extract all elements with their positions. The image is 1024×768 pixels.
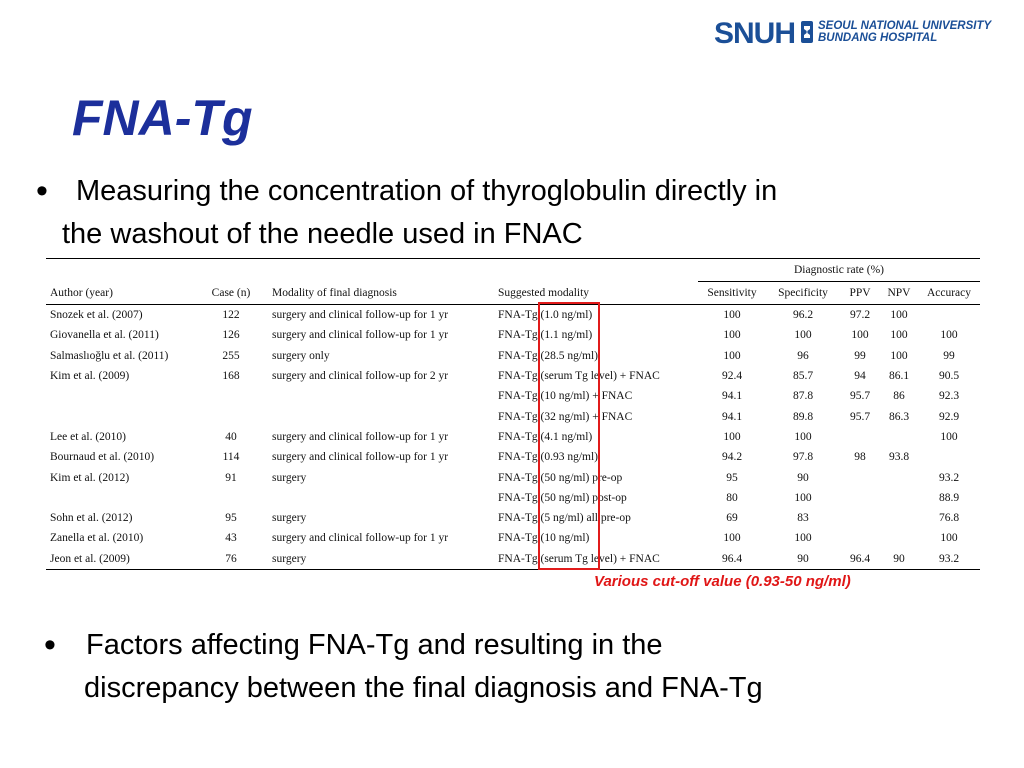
- table-cell-accuracy: 93.2: [918, 549, 980, 570]
- logo-line-2: BUNDANG HOSPITAL: [818, 32, 938, 44]
- header-col-suggested: Suggested modality: [494, 282, 698, 305]
- table-cell-case: 122: [222, 309, 240, 322]
- table-cell-modality-final: surgery: [272, 512, 307, 525]
- table-cell-ppv: [840, 467, 880, 487]
- table-cell-ppv: [840, 427, 880, 447]
- table-cell-ppv: 99: [854, 349, 866, 362]
- table-cell-sensitivity: 94.2: [721, 451, 743, 464]
- table-cell-ppv: 95.7: [849, 410, 871, 423]
- table-cell-author: Sohn et al. (2012): [50, 512, 133, 525]
- bullet-dot-icon: •: [44, 626, 56, 664]
- table-row: [46, 366, 980, 386]
- hospital-logo: [714, 16, 1014, 52]
- table-cell-accuracy: 100: [940, 329, 958, 342]
- table-cell-npv: [880, 488, 918, 508]
- table-cell-author: Jeon et al. (2009): [46, 549, 194, 570]
- table-cell-sensitivity: 100: [723, 329, 741, 342]
- table-cell-author: [46, 386, 194, 406]
- diagnostic-table: [46, 258, 980, 570]
- table-cell-specificity: 90: [766, 549, 840, 570]
- table-row: [46, 406, 980, 426]
- header-col-case: Case (n): [194, 282, 268, 305]
- table-cell-suggested: FNA-Tg (50 ng/ml) pre-op: [498, 471, 623, 484]
- header-col-specificity: Specificity: [766, 282, 840, 305]
- table-cell-ppv: 97.2: [849, 309, 871, 322]
- table-cell-sensitivity: 95: [726, 471, 738, 484]
- table-cell-specificity: 96.2: [792, 309, 814, 322]
- table-row: [46, 549, 980, 570]
- logo-line-1: SEOUL NATIONAL UNIVERSITY: [818, 20, 992, 32]
- table-cell-specificity: 100: [794, 491, 812, 504]
- table-cell-specificity: 89.8: [792, 410, 814, 423]
- table-cell-suggested: FNA-Tg (serum Tg level) + FNAC: [494, 549, 698, 570]
- table-cell-modality-final: [268, 386, 494, 406]
- table-cell-modality-final: surgery and clinical follow-up for 2 yr: [272, 370, 449, 383]
- table-cell-author: Kim et al. (2009): [50, 370, 130, 383]
- table-cell-ppv: [840, 528, 880, 548]
- table-cell-sensitivity: 94.1: [721, 390, 743, 403]
- table-cell-suggested: FNA-Tg (serum Tg level) + FNAC: [498, 370, 660, 383]
- table-cell-sensitivity: 100: [723, 309, 741, 322]
- table-cell-suggested: FNA-Tg (1.0 ng/ml): [498, 309, 593, 322]
- table-cell-accuracy: [918, 305, 980, 326]
- table-cell-specificity: 90: [797, 471, 809, 484]
- table-cell-modality-final: surgery: [268, 549, 494, 570]
- table-row: [46, 447, 980, 467]
- table-cell-author: Salmaslıoğlu et al. (2011): [50, 349, 169, 362]
- table-cell-author: Zanella et al. (2010): [50, 532, 144, 545]
- table-cell-specificity: 83: [797, 512, 809, 525]
- table-cell-specificity: 87.8: [792, 390, 814, 403]
- table-cell-modality-final: surgery and clinical follow-up for 1 yr: [272, 451, 449, 464]
- header-col-modality-final: Modality of final diagnosis: [268, 282, 494, 305]
- table-row: [46, 467, 980, 487]
- bullet-2-line-1: Factors affecting FNA-Tg and resulting in the: [86, 629, 663, 661]
- fna-tg-studies-table: [46, 258, 980, 570]
- table-cell-npv: [880, 467, 918, 487]
- header-col-ppv: PPV: [840, 282, 880, 305]
- table-cell-author: Kim et al. (2012): [50, 471, 130, 484]
- table-cell-suggested: FNA-Tg (0.93 ng/ml): [498, 451, 598, 464]
- table-cell-specificity: 100: [794, 430, 812, 443]
- table-cell-npv: 86.3: [888, 410, 910, 423]
- header-col-npv: NPV: [880, 282, 918, 305]
- table-cell-npv: 93.8: [888, 451, 910, 464]
- table-cell-suggested: FNA-Tg (1.1 ng/ml): [498, 329, 593, 342]
- header-col-accuracy: Accuracy: [918, 282, 980, 305]
- table-cell-suggested: FNA-Tg (28.5 ng/ml): [498, 349, 598, 362]
- table-cell-sensitivity: 94.1: [721, 410, 743, 423]
- table-cell-npv: 100: [890, 329, 908, 342]
- table-cell-case: [194, 406, 268, 426]
- table-row: [46, 427, 980, 447]
- bullet-1-line-1: Measuring the concentration of thyroglobulin directly in: [76, 175, 778, 207]
- table-cell-accuracy: [918, 447, 980, 467]
- table-cell-suggested: FNA-Tg (4.1 ng/ml): [498, 430, 593, 443]
- table-cell-npv: 100: [890, 349, 908, 362]
- table-cell-case: 91: [225, 471, 237, 484]
- table-cell-suggested: FNA-Tg (10 ng/ml): [498, 532, 590, 545]
- table-cell-case: [194, 386, 268, 406]
- table-cell-case: 168: [222, 370, 240, 383]
- table-cell-case: 76: [194, 549, 268, 570]
- table-cell-sensitivity: 80: [726, 491, 738, 504]
- table-cell-suggested: FNA-Tg (50 ng/ml) post-op: [498, 491, 627, 504]
- table-cell-ppv: [840, 508, 880, 528]
- table-cell-accuracy: 92.9: [938, 410, 960, 423]
- table-cell-case: 43: [225, 532, 237, 545]
- table-cell-accuracy: 93.2: [938, 471, 960, 484]
- bullet-dot-icon: •: [36, 172, 48, 210]
- table-row: [46, 508, 980, 528]
- table-cell-author: Lee et al. (2010): [50, 430, 126, 443]
- cutoff-highlight-box: [538, 302, 600, 570]
- bullet-1-line-2: the washout of the needle used in FNAC: [62, 218, 583, 250]
- table-cell-modality-final: surgery and clinical follow-up for 1 yr: [272, 430, 449, 443]
- table-cell-ppv: [840, 488, 880, 508]
- table-cell-specificity: 97.8: [792, 451, 814, 464]
- logo-institution-name: [818, 20, 991, 44]
- table-row: [46, 528, 980, 548]
- table-cell-accuracy: 92.3: [938, 390, 960, 403]
- table-cell-accuracy: 99: [943, 349, 955, 362]
- table-cell-sensitivity: 100: [723, 532, 741, 545]
- table-row: [46, 346, 980, 366]
- table-cell-author: [46, 488, 194, 508]
- table-cell-sensitivity: 96.4: [698, 549, 766, 570]
- table-cell-accuracy: 90.5: [938, 370, 960, 383]
- table-cell-author: Snozek et al. (2007): [50, 309, 143, 322]
- table-cell-sensitivity: 92.4: [721, 370, 743, 383]
- table-cell-npv: [880, 508, 918, 528]
- table-cell-case: 40: [225, 430, 237, 443]
- table-cell-case: 126: [222, 329, 240, 342]
- table-cell-npv: 86.1: [888, 370, 910, 383]
- table-cell-suggested: FNA-Tg (10 ng/ml) + FNAC: [498, 390, 633, 403]
- table-cell-npv: 100: [890, 309, 908, 322]
- slide-title: FNA-Tg: [72, 90, 253, 146]
- table-row: [46, 386, 980, 406]
- table-cell-npv: [880, 528, 918, 548]
- header-col-sensitivity: Sensitivity: [698, 282, 766, 305]
- table-cell-modality-final: surgery and clinical follow-up for 1 yr: [272, 329, 449, 342]
- header-col-author: Author (year): [46, 282, 194, 305]
- table-cell-suggested: FNA-Tg (5 ng/ml) all pre-op: [498, 512, 631, 525]
- table-cell-ppv: 98: [854, 451, 866, 464]
- table-cell-specificity: 96: [797, 349, 809, 362]
- table-cell-npv: 86: [893, 390, 905, 403]
- table-cell-accuracy: 100: [940, 430, 958, 443]
- table-cell-accuracy: 100: [940, 532, 958, 545]
- table-cell-specificity: 100: [794, 329, 812, 342]
- table-cell-accuracy: 76.8: [938, 512, 960, 525]
- table-cell-npv: [880, 427, 918, 447]
- bullet-2-line-2: discrepancy between the final diagnosis and FNA-Tg: [84, 672, 763, 704]
- table-cell-modality-final: [268, 406, 494, 426]
- logo-abbreviation: SNUH: [714, 17, 796, 50]
- table-cell-author: [46, 406, 194, 426]
- table-cell-author: Bournaud et al. (2010): [50, 451, 155, 464]
- table-cell-modality-final: surgery and clinical follow-up for 1 yr: [272, 309, 449, 322]
- table-cell-modality-final: surgery and clinical follow-up for 1 yr: [272, 532, 449, 545]
- table-cell-ppv: 94: [854, 370, 866, 383]
- table-row: [46, 305, 980, 326]
- table-cell-accuracy: 88.9: [938, 491, 960, 504]
- table-cell-case: 114: [222, 451, 240, 464]
- table-cell-case: [194, 488, 268, 508]
- table-cell-modality-final: surgery only: [272, 349, 330, 362]
- group-header-diagnostic-rate: Diagnostic rate (%): [698, 259, 980, 282]
- table-cell-ppv: 96.4: [840, 549, 880, 570]
- table-cell-sensitivity: 69: [726, 512, 738, 525]
- table-cell-sensitivity: 100: [723, 349, 741, 362]
- table-row: [46, 325, 980, 345]
- logo-emblem-icon: [800, 20, 814, 44]
- table-row: [46, 488, 980, 508]
- table-cell-case: 95: [225, 512, 237, 525]
- table-cell-modality-final: [268, 488, 494, 508]
- cutoff-note: Various cut-off value (0.93-50 ng/ml): [594, 573, 851, 590]
- table-cell-modality-final: surgery: [272, 471, 307, 484]
- table-cell-ppv: 95.7: [849, 390, 871, 403]
- table-cell-suggested: FNA-Tg (32 ng/ml) + FNAC: [498, 410, 633, 423]
- table-cell-specificity: 100: [794, 532, 812, 545]
- table-cell-sensitivity: 100: [723, 430, 741, 443]
- table-cell-specificity: 85.7: [792, 370, 814, 383]
- table-cell-case: 255: [222, 349, 240, 362]
- table-cell-author: Giovanella et al. (2011): [50, 329, 159, 342]
- table-cell-ppv: 100: [851, 329, 869, 342]
- table-cell-npv: 90: [880, 549, 918, 570]
